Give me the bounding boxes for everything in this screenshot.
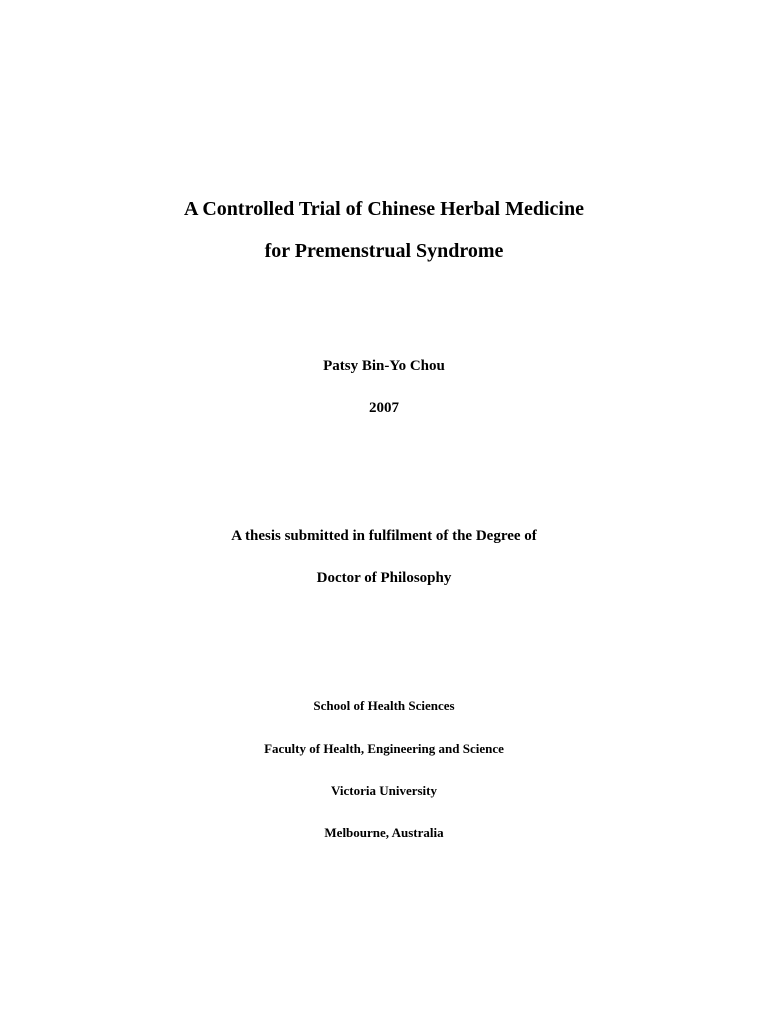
author-name: Patsy Bin-Yo Chou [323, 358, 445, 374]
degree-name: Doctor of Philosophy [316, 570, 452, 586]
faculty-name: Faculty of Health, Engineering and Science [264, 741, 504, 756]
university-name: Victoria University [330, 783, 438, 798]
school-name: School of Health Sciences [313, 698, 455, 713]
degree-statement: A thesis submitted in fulfilment of the Degree of [231, 528, 537, 544]
thesis-year: 2007 [369, 400, 399, 416]
thesis-title-line-1: A Controlled Trial of Chinese Herbal Medicine [184, 198, 584, 220]
thesis-title-line-2: for Premenstrual Syndrome [264, 240, 504, 262]
location: Melbourne, Australia [324, 825, 444, 840]
